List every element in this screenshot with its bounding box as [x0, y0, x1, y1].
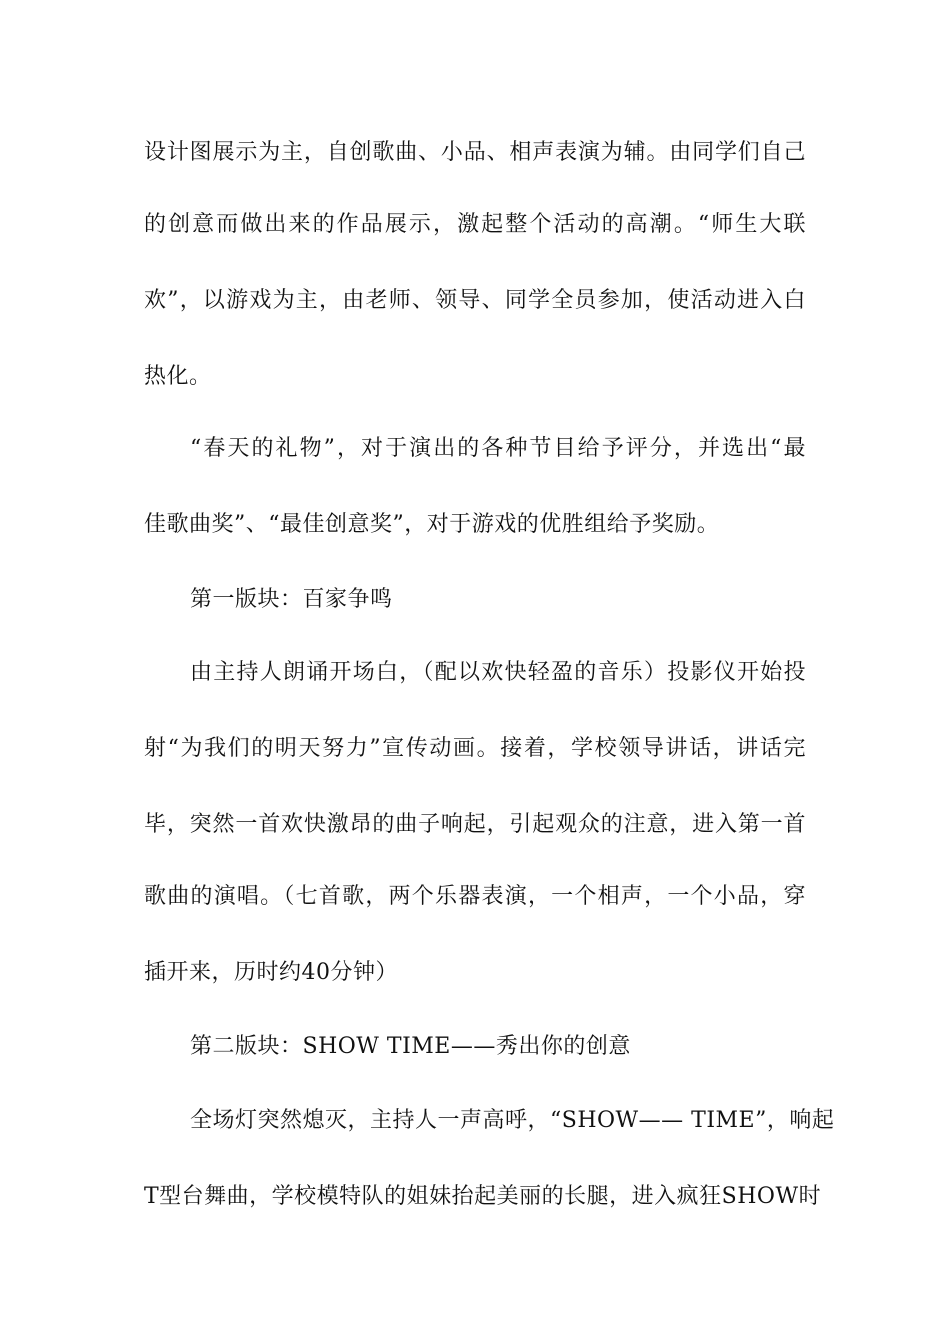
text-line: 热化。	[144, 364, 212, 389]
text-line: 全场灯突然熄灭，主持人一声高呼，“SHOW—— TIME”，响起	[190, 1108, 835, 1133]
text-line: 欢”，以游戏为主，由老师、领导、同学全员参加，使活动进入白	[144, 288, 806, 313]
section-heading: 第一版块：百家争鸣	[190, 587, 393, 612]
text-line: 设计图展示为主，自创歌曲、小品、相声表演为辅。由同学们自己	[144, 140, 806, 165]
text-line: “春天的礼物”，对于演出的各种节目给予评分，并选出“最	[190, 436, 806, 461]
text-line: 射“为我们的明天努力”宣传动画。接着，学校领导讲话，讲话完	[144, 736, 806, 761]
text-line: 由主持人朗诵开场白，（配以欢快轻盈的音乐）投影仪开始投	[190, 660, 806, 685]
section-heading: 第二版块：SHOW TIME——秀出你的创意	[190, 1034, 631, 1059]
text-line: 毕，突然一首欢快激昂的曲子响起，引起观众的注意，进入第一首	[144, 812, 806, 837]
text-line: T型台舞曲，学校模特队的姐妹抬起美丽的长腿，进入疯狂SHOW时	[144, 1184, 822, 1209]
text-line: 的创意而做出来的作品展示，激起整个活动的高潮。“师生大联	[144, 212, 806, 237]
text-line: 歌曲的演唱。（七首歌，两个乐器表演，一个相声，一个小品，穿	[144, 884, 806, 909]
text-line: 插开来，历时约40分钟）	[144, 960, 398, 985]
text-line: 佳歌曲奖”、“最佳创意奖”，对于游戏的优胜组给予奖励。	[144, 512, 720, 537]
